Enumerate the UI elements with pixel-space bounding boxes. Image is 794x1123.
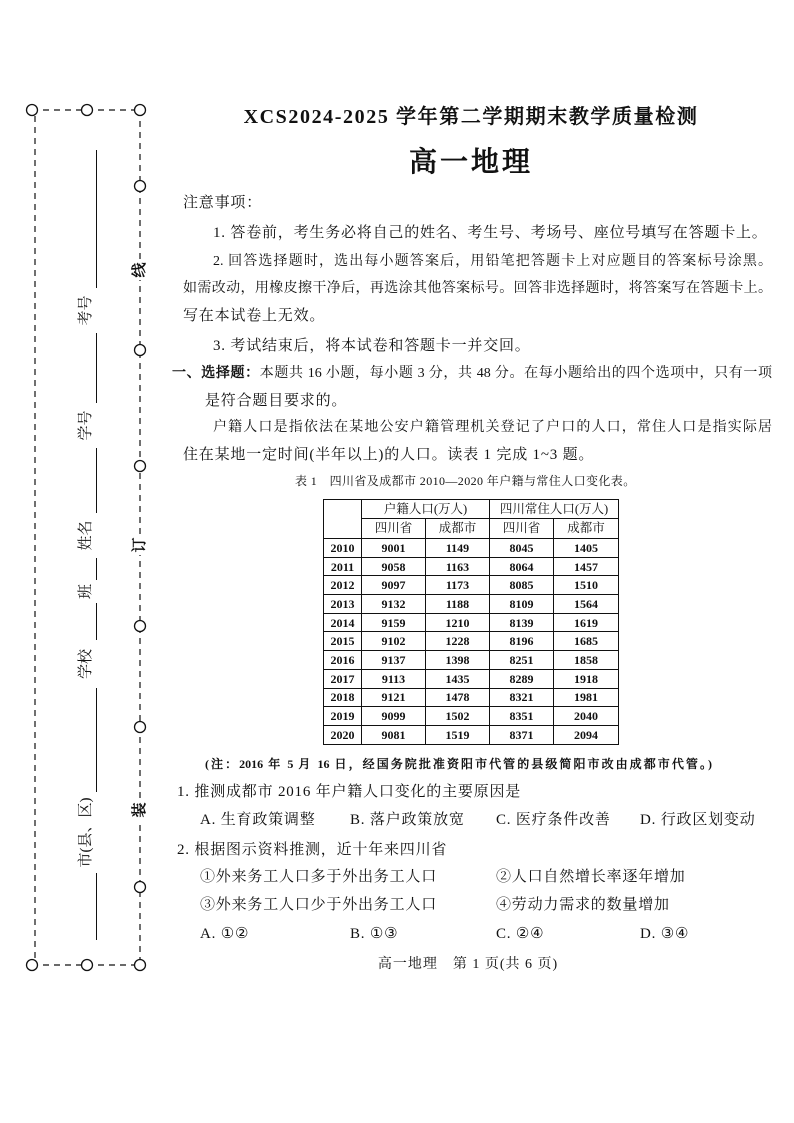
table-cell: 1457	[554, 557, 619, 576]
table-cell: 1149	[426, 539, 490, 558]
table-cell: 8251	[490, 651, 554, 670]
table-cell: 8196	[490, 632, 554, 651]
population-table	[323, 499, 619, 745]
notice-item-1: 1. 答卷前，考生务必将自己的姓名、考生号、考场号、座位号填写在答题卡上。	[213, 225, 768, 241]
binding-hole	[27, 105, 38, 116]
table-cell: 1405	[554, 539, 619, 558]
table-corner-cell	[324, 500, 362, 539]
binding-hole	[27, 960, 38, 971]
table-group-header: 户籍人口(万人)	[362, 500, 490, 519]
binding-hole	[135, 621, 146, 632]
blank-line	[75, 873, 97, 940]
binding-mark-top: 线	[130, 260, 150, 280]
blank-line	[75, 333, 97, 403]
table-cell: 1398	[426, 651, 490, 670]
question-1-option-d: D. 行政区划变动	[640, 812, 756, 828]
binding-hole	[135, 181, 146, 192]
table-note: (注：2016 年 5 月 16 日，经国务院批准资阳市代管的县级简阳市改由成都市代管。)	[205, 757, 712, 771]
year-cell: 2013	[324, 595, 362, 614]
year-cell: 2012	[324, 576, 362, 595]
table-cell: 1188	[426, 595, 490, 614]
question-2-option-c: C. ②④	[496, 926, 545, 942]
question-1-option-b: B. 落户政策放宽	[350, 812, 465, 828]
blank-line	[75, 150, 97, 288]
year-cell: 2011	[324, 557, 362, 576]
table-cell: 1619	[554, 613, 619, 632]
table-cell: 9132	[362, 595, 426, 614]
table-cell: 9113	[362, 669, 426, 688]
page-footer: 高一地理 第 1 页(共 6 页)	[377, 957, 559, 972]
year-cell: 2017	[324, 669, 362, 688]
table-cell: 1510	[554, 576, 619, 595]
table-cell: 8351	[490, 707, 554, 726]
table-cell: 1858	[554, 651, 619, 670]
question-1-option-a: A. 生育政策调整	[200, 812, 316, 828]
student-no-label: 学号	[78, 410, 94, 441]
class-label: 班	[78, 584, 94, 600]
table-cell: 8289	[490, 669, 554, 688]
question-2-statement-2: ②人口自然增长率逐年增加	[496, 869, 686, 885]
question-2-stem: 2. 根据图示资料推测，近十年来四川省	[177, 842, 448, 858]
notice-item-2-line-3: 写在本试卷上无效。	[183, 308, 326, 324]
notice-item-2-line-1: 2. 回答选择题时，选出每小题答案后，用铅笔把答题卡上对应题目的答案标号涂黑。	[213, 254, 772, 269]
table-row	[324, 725, 619, 744]
passage-line-1: 户籍人口是指依法在某地公安户籍管理机关登记了户口的人口，常住人口是指实际居	[213, 420, 772, 435]
table-cell: 8045	[490, 539, 554, 558]
year-cell: 2018	[324, 688, 362, 707]
table-row	[324, 595, 619, 614]
question-2-statement-3: ③外来务工人口少于外出务工人口	[200, 897, 438, 913]
table-cell: 9102	[362, 632, 426, 651]
binding-hole	[135, 722, 146, 733]
table-row	[324, 688, 619, 707]
table-cell: 1210	[426, 613, 490, 632]
table-cell: 9058	[362, 557, 426, 576]
table-subheader-row	[324, 519, 619, 539]
table-cell: 2094	[554, 725, 619, 744]
question-2-option-d: D. ③④	[640, 926, 690, 942]
table-cell: 8109	[490, 595, 554, 614]
table-cell: 8321	[490, 688, 554, 707]
city-label: 市(县、区)	[78, 797, 94, 868]
year-cell: 2019	[324, 707, 362, 726]
table-group-header: 四川常住人口(万人)	[490, 500, 619, 519]
table-cell: 1163	[426, 557, 490, 576]
table-row	[324, 576, 619, 595]
year-cell: 2014	[324, 613, 362, 632]
binding-hole	[135, 105, 146, 116]
section-label: 一、选择题：	[172, 366, 260, 381]
table-cell: 9137	[362, 651, 426, 670]
year-cell: 2020	[324, 725, 362, 744]
subject-title: 高一地理	[408, 147, 533, 178]
section-instructions: 本题共 16 小题，每小题 3 分，共 48 分。在每小题给出的四个选项中，只有一项	[259, 366, 773, 381]
exam-no-label: 考号	[78, 295, 94, 326]
table-header-row	[324, 500, 619, 519]
table-cell: 1519	[426, 725, 490, 744]
table-cell: 9099	[362, 707, 426, 726]
question-2-statement-4: ④劳动力需求的数量增加	[496, 897, 670, 913]
notice-heading: 注意事项：	[183, 195, 263, 211]
table-row	[324, 557, 619, 576]
binding-mark-middle: 订	[130, 535, 150, 555]
table-cell: 1918	[554, 669, 619, 688]
table-cell: 1228	[426, 632, 490, 651]
table-cell: 8064	[490, 557, 554, 576]
year-cell: 2010	[324, 539, 362, 558]
question-2-option-b: B. ①③	[350, 926, 399, 942]
year-cell: 2016	[324, 651, 362, 670]
notice-item-2-line-2: 如需改动，用橡皮擦干净后，再选涂其他答案标号。回答非选择题时，将答案写在答题卡上。	[183, 281, 772, 296]
binding-hole	[82, 960, 93, 971]
notice-item-3: 3. 考试结束后，将本试卷和答题卡一并交回。	[213, 338, 531, 354]
binding-hole	[135, 882, 146, 893]
table-row	[324, 632, 619, 651]
section-heading-line-1	[172, 364, 772, 384]
name-label: 姓名	[78, 520, 94, 551]
blank-line	[75, 558, 97, 580]
table-cell: 9159	[362, 613, 426, 632]
question-1-stem: 1. 推测成都市 2016 年户籍人口变化的主要原因是	[177, 784, 522, 800]
table-cell: 1478	[426, 688, 490, 707]
table-cell: 9081	[362, 725, 426, 744]
table-subheader: 四川省	[362, 519, 426, 539]
table-row	[324, 613, 619, 632]
question-2-option-a: A. ①②	[200, 926, 250, 942]
table-row	[324, 539, 619, 558]
table-subheader: 成都市	[426, 519, 490, 539]
table-cell: 1685	[554, 632, 619, 651]
table-cell: 8139	[490, 613, 554, 632]
table-subheader: 四川省	[490, 519, 554, 539]
table-cell: 8085	[490, 576, 554, 595]
binding-mark-bottom: 装	[130, 800, 150, 820]
table-cell: 1981	[554, 688, 619, 707]
binding-hole	[82, 105, 93, 116]
blank-line	[75, 448, 97, 513]
table-cell: 8371	[490, 725, 554, 744]
table-cell: 1502	[426, 707, 490, 726]
year-cell: 2015	[324, 632, 362, 651]
question-2-statement-1: ①外来务工人口多于外出务工人口	[200, 869, 438, 885]
table-cell: 1564	[554, 595, 619, 614]
question-1-option-c: C. 医疗条件改善	[496, 812, 611, 828]
student-info-strip	[75, 150, 97, 940]
school-label: 学校	[78, 649, 94, 680]
table-cell: 1173	[426, 576, 490, 595]
table-cell: 9097	[362, 576, 426, 595]
table-cell: 2040	[554, 707, 619, 726]
binding-hole	[135, 461, 146, 472]
table-cell: 1435	[426, 669, 490, 688]
table-caption: 表 1 四川省及成都市 2010—2020 年户籍与常住人口变化表。	[295, 474, 636, 488]
exam-title: XCS2024-2025 学年第二学期期末教学质量检测	[243, 106, 699, 128]
section-heading-line-2: 是符合题目要求的。	[205, 393, 348, 409]
table-row	[324, 707, 619, 726]
passage-line-2: 住在某地一定时间(半年以上)的人口。读表 1 完成 1~3 题。	[183, 447, 595, 463]
blank-line	[75, 688, 97, 792]
table-row	[324, 669, 619, 688]
table-cell: 9001	[362, 539, 426, 558]
table-cell: 9121	[362, 688, 426, 707]
table-row	[324, 651, 619, 670]
blank-line	[75, 603, 97, 640]
table-subheader: 成都市	[554, 519, 619, 539]
binding-hole	[135, 960, 146, 971]
binding-hole	[135, 345, 146, 356]
